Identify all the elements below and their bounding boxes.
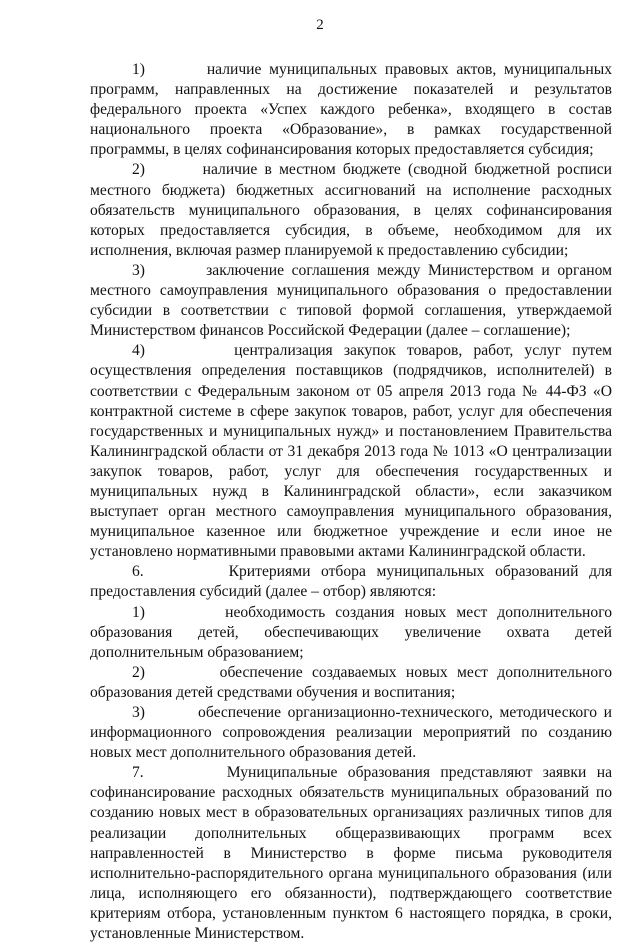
paragraph-section-7: 7. Муниципальные образования представляют заявки на софинансирование расходных обязательств муниципальных образований по созданию новых мест в образовательных организациях различных типов для реализации дополнительных общеразвивающих программ всех направленностей в Министерство в форме письма руководителя исполнительно-распорядительного органа муниципального образования (или лица, исполняющего его обязанности), подтверждающего соответствие критериям отбора, установленным пунктом 6 настоящего порядка, в сроки, установленные Министерством.: [90, 764, 612, 943]
paragraph-item-3: 3) заключение соглашения между Министерством и органом местного самоуправления муниципального образования о предоставлении субсидии в соответствии с типовой формой соглашения, утверждаемой Министерством финансов Российской Федерации (далее – соглашение);: [90, 261, 612, 340]
paragraph-criterion-1: 1) необходимость создания новых мест дополнительного образования детей, обеспечивающих увеличение охвата детей дополнительным образованием;: [90, 603, 612, 661]
paragraph-item-1: 1) наличие муниципальных правовых актов, муниципальных программ, направленных на достижение показателей и результатов федерального проекта «Успех каждого ребенка», входящего в состав национального проекта «Образование», в рамках государственной программы, в целях софинансирования которых предоставляется субсидия;: [90, 61, 612, 159]
paragraph-criterion-2: 2) обеспечение создаваемых новых мест дополнительного образования детей средствами обучения и воспитания;: [90, 663, 612, 701]
page-number: 2: [316, 17, 324, 33]
paragraph-item-2: 2) наличие в местном бюджете (сводной бюджетной росписи местного бюджета) бюджетных ассигнований на исполнение расходных обязательств муниципального образования, в целях софинансирования которых предоставляется субсидия, в объеме, необходимом для их исполнения, включая размер планируемой к предоставлению субсидии;: [90, 161, 612, 259]
paragraph-item-4: 4) централизация закупок товаров, работ, услуг путем осуществления определения поставщиков (подрядчиков, исполнителей) в соответствии с Федеральным законом от 05 апреля 2013 года № 44-ФЗ «О контрактной системе в сфере закупок товаров, работ, услуг для обеспечения государственных и муниципальных нужд» и постановлением Правительства Калининградской области от 31 декабря 2013 года № 1013 «О централизации закупок товаров, работ, услуг для обеспечения государственных и муниципальных нужд в Калининградской области», если заказчиком выступает орган местного самоуправления муниципального образования, муниципальное казенное или бюджетное учреждение и если иное не установлено нормативными правовыми актами Калининградской области.: [90, 342, 612, 561]
paragraph-section-6: 6. Критериями отбора муниципальных образований для предоставления субсидий (далее – отбор) являются:: [90, 563, 612, 601]
paragraph-criterion-3: 3) обеспечение организационно-технического, методического и информационного сопровождения реализации мероприятий по созданию новых мест дополнительного образования детей.: [90, 704, 612, 762]
document-body: [90, 60, 612, 944]
